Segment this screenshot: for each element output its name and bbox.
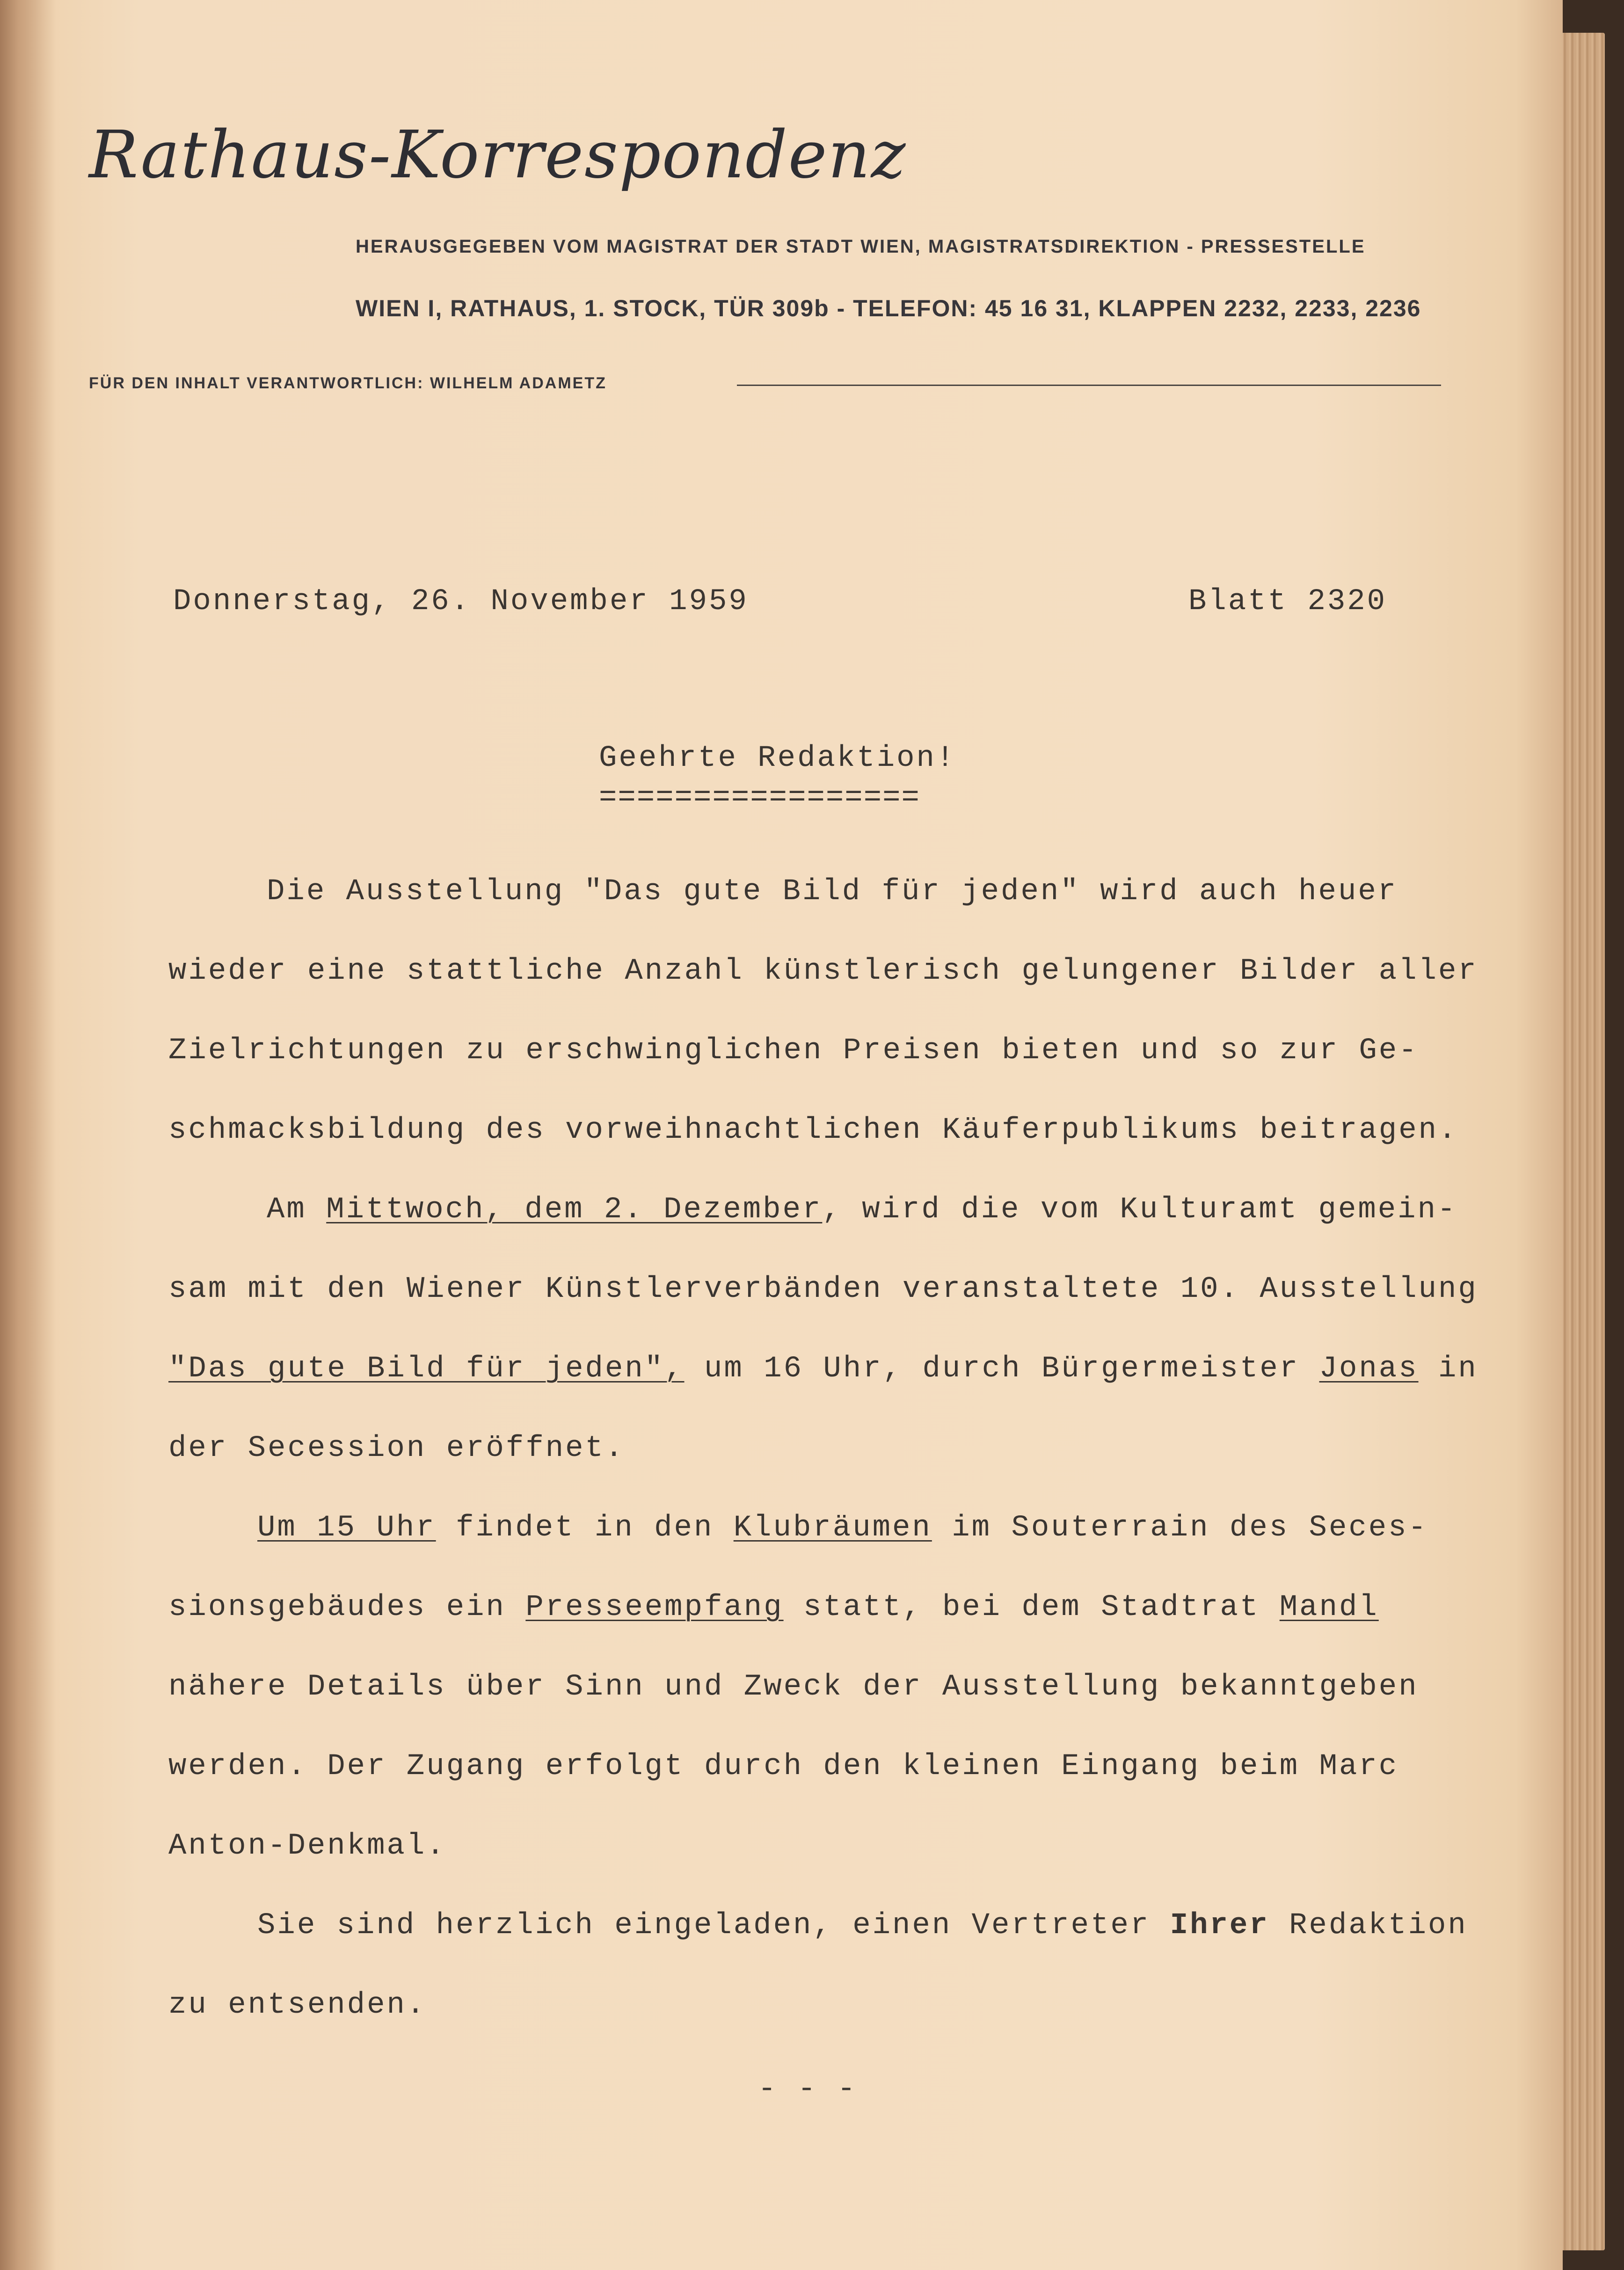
p4-bold-word: Ihrer	[1170, 1909, 1269, 1943]
p3-line-2	[168, 1591, 1379, 1624]
p4-line-1	[257, 1909, 1468, 1943]
p2-line-3-text-b: in	[1418, 1352, 1478, 1386]
p3-line-2-text-b: statt, bei dem Stadtrat	[783, 1591, 1280, 1624]
p2-line-4: der Secession eröffnet.	[168, 1432, 625, 1465]
letterhead-address: WIEN I, RATHAUS, 1. STOCK, TÜR 309b - TELEFON: 45 16 31, KLAPPEN 2232, 2233, 2236	[356, 295, 1421, 321]
p1-line-4: schmacksbildung des vorweihnachtlichen Käuferpublikums beitragen.	[168, 1113, 1458, 1147]
p3-time-underlined: Um 15 Uhr	[257, 1511, 436, 1545]
p4-line-1-text-a: Sie sind herzlich eingeladen, einen Vertreter	[257, 1909, 1170, 1943]
letterhead-publisher: HERAUSGEGEBEN VOM MAGISTRAT DER STADT WIEN, MAGISTRATSDIREKTION - PRESSESTELLE	[356, 236, 1366, 257]
p2-exhibition-underlined: "Das gute Bild für jeden",	[168, 1352, 685, 1386]
p2-line-2: sam mit den Wiener Künstlerverbänden veranstaltete 10. Ausstellung	[168, 1273, 1478, 1306]
letterhead-logo: Rathaus-Korrespondenz	[89, 117, 907, 193]
p3-line-1	[257, 1511, 1428, 1545]
p1-line-3: Zielrichtungen zu erschwinglichen Preisen bieten und so zur Ge-	[168, 1034, 1419, 1068]
letterhead-responsible: FÜR DEN INHALT VERANTWORTLICH: WILHELM ADAMETZ	[89, 374, 607, 392]
salutation-underline: =================	[599, 781, 920, 815]
p4-line-1-text-b: Redaktion	[1269, 1909, 1468, 1943]
p3-line-2-text-a: sionsgebäudes ein	[168, 1591, 526, 1624]
p2-mayor-underlined: Jonas	[1319, 1352, 1419, 1386]
p3-councillor-underlined: Mandl	[1279, 1591, 1379, 1624]
p2-date-underlined: Mittwoch, dem 2. Dezember	[326, 1193, 823, 1227]
p4-line-2: zu entsenden.	[168, 1988, 427, 2022]
p2-line-1-text-a: Am	[267, 1193, 327, 1227]
p2-line-1-text-b: , wird die vom Kulturamt gemein-	[822, 1193, 1457, 1227]
salutation-title: Geehrte Redaktion!	[599, 742, 956, 775]
p2-line-3-text-a: um 16 Uhr, durch Bürgermeister	[684, 1352, 1319, 1386]
letterhead-rule	[737, 385, 1441, 386]
document-date: Donnerstag, 26. November 1959	[173, 585, 749, 618]
p3-line-1-text-b: im Souterrain des Seces-	[932, 1511, 1428, 1545]
p3-rooms-underlined: Klubräumen	[733, 1511, 932, 1545]
p3-line-4: werden. Der Zugang erfolgt durch den kleinen Eingang beim Marc	[168, 1750, 1399, 1783]
p3-line-5: Anton-Denkmal.	[168, 1829, 446, 1863]
p3-line-3: nähere Details über Sinn und Zweck der Ausstellung bekanntgeben	[168, 1670, 1419, 1704]
p2-line-3	[168, 1352, 1478, 1386]
p3-reception-underlined: Presseempfang	[525, 1591, 784, 1624]
p1-line-1: Die Ausstellung "Das gute Bild für jeden" wird auch heuer	[267, 875, 1398, 909]
sheet-number: Blatt 2320	[1188, 585, 1387, 618]
end-mark: - - -	[758, 2073, 858, 2106]
p1-line-2: wieder eine stattliche Anzahl künstlerisch gelungener Bilder aller	[168, 954, 1478, 988]
p3-line-1-text-a: findet in den	[436, 1511, 734, 1545]
p2-line-1	[267, 1193, 1457, 1227]
binding-shadow	[0, 0, 56, 2270]
